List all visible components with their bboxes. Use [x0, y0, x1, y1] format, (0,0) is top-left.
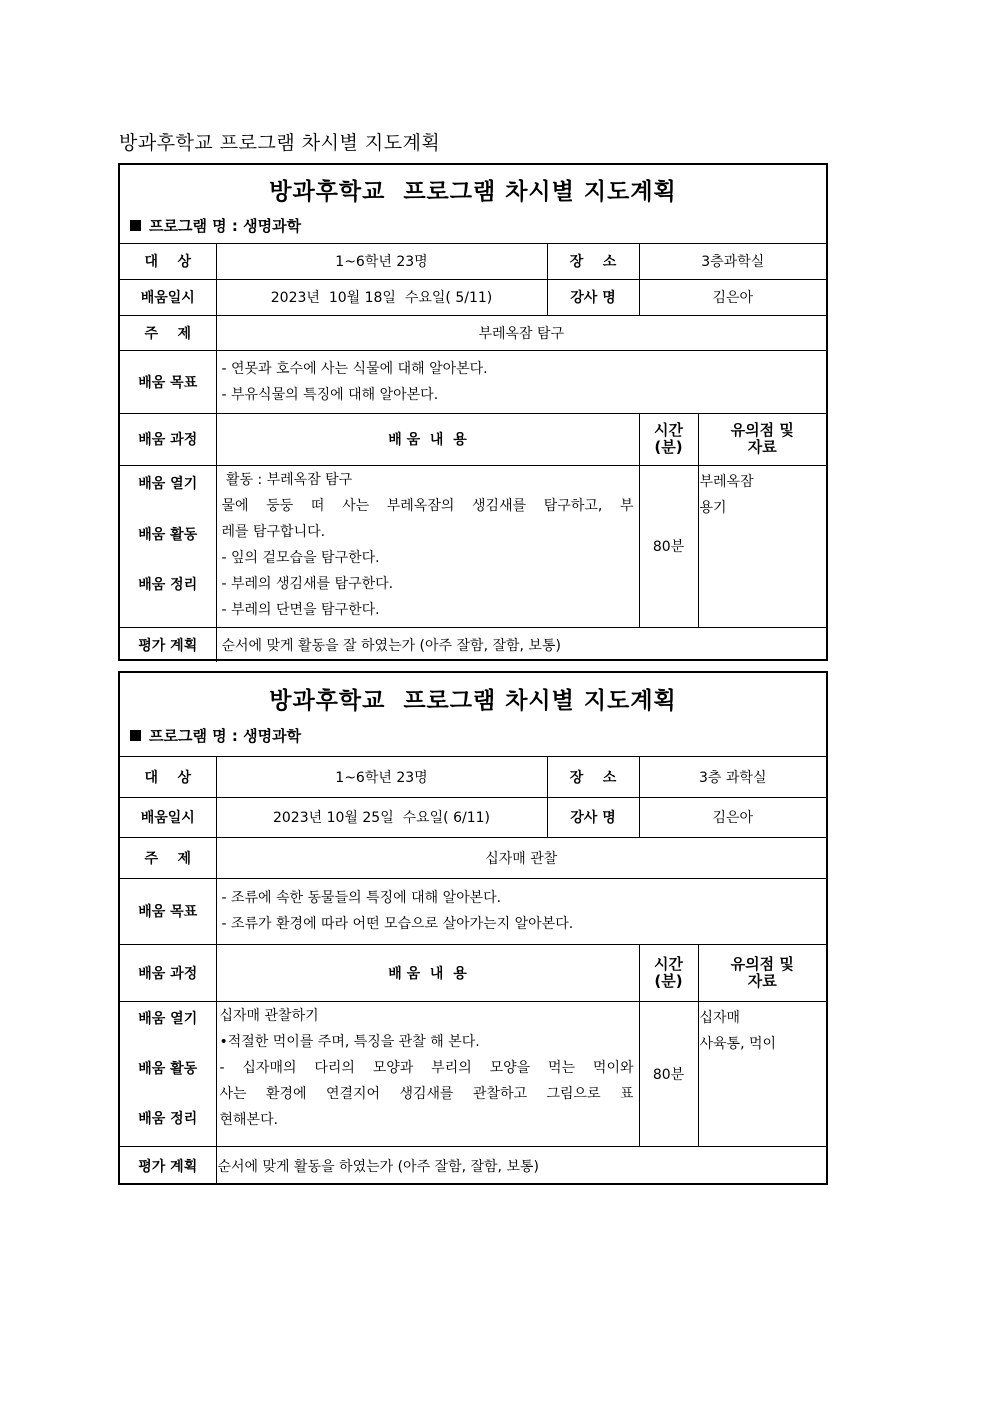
- value-evaluation: 순서에 맞게 활동을 하였는가 (아주 잘함, 잘함, 보통): [216, 1146, 826, 1185]
- label-goal: 배움 목표: [120, 878, 216, 944]
- value-content: [216, 1001, 639, 1146]
- content-line: 현해본다.: [219, 1111, 279, 1128]
- value-goals: [216, 350, 826, 413]
- label-teacher: 강사 명: [547, 279, 639, 315]
- document-title: 방과후학교 프로그램 차시별 지도계획: [119, 132, 441, 154]
- label-evaluation: 평가 계획: [120, 1146, 216, 1185]
- value-teacher: 김은아: [639, 279, 826, 315]
- content-line: •적절한 먹이를 주며, 특징을 관찰 해 본다.: [219, 1033, 480, 1050]
- row-topic: [120, 315, 826, 350]
- label-time: 시간 (분): [639, 944, 698, 1001]
- value-materials: [698, 465, 826, 627]
- stage-activity: 배움 활동: [138, 526, 198, 543]
- stage-open: 배움 열기: [138, 1010, 198, 1027]
- row-process-header: [120, 413, 826, 465]
- value-goals: [216, 878, 826, 944]
- label-process: 배움 과정: [120, 413, 216, 465]
- plan-table: [120, 244, 826, 662]
- value-place: 3층과학실: [639, 244, 826, 279]
- goal-line: - 조류에 속한 동물들의 특징에 대해 알아본다.: [221, 890, 502, 906]
- content-line: 사는 환경에 연결지어 생김새를 관찰하고 그림으로 표: [219, 1085, 634, 1102]
- row-topic: [120, 837, 826, 878]
- label-content: 배 움 내 용: [216, 944, 639, 1001]
- row-process-header: [120, 944, 826, 1001]
- label-topic: 주 제: [120, 315, 216, 350]
- value-time: 80분: [639, 1001, 698, 1146]
- row-process: [120, 465, 826, 627]
- label-place: 장 소: [547, 757, 639, 797]
- content-line: - 잎의 겉모습을 탐구한다.: [221, 549, 380, 566]
- value-content: [216, 465, 639, 627]
- label-topic: 주 제: [120, 837, 216, 878]
- label-target: 대 상: [120, 757, 216, 797]
- value-date: 2023년 10월 25일 수요일( 6/11): [216, 797, 547, 837]
- goal-line: - 조류가 환경에 따라 어떤 모습으로 살아가는지 알아본다.: [221, 916, 574, 932]
- plan-header: [120, 165, 826, 244]
- process-stages: [120, 465, 216, 627]
- stage-open: 배움 열기: [138, 475, 198, 492]
- material-line: 십자매: [699, 1009, 741, 1026]
- label-process: 배움 과정: [120, 944, 216, 1001]
- label-goal: 배움 목표: [120, 350, 216, 413]
- program-name-text: 프로그램 명 : 생명과학: [149, 217, 302, 235]
- content-line: 활동 : 부레옥잠 탐구: [221, 471, 353, 488]
- label-teacher: 강사 명: [547, 797, 639, 837]
- material-line: 부레옥잠: [699, 473, 754, 490]
- square-bullet-icon: [130, 730, 141, 741]
- label-notes: 유의점 및 자료: [698, 413, 826, 465]
- value-time: 80분: [639, 465, 698, 627]
- value-topic: 부레옥잠 탐구: [216, 315, 826, 350]
- stage-activity: 배움 활동: [138, 1060, 198, 1077]
- value-teacher: 김은아: [639, 797, 826, 837]
- value-target: 1~6학년 23명: [216, 244, 547, 279]
- label-place: 장 소: [547, 244, 639, 279]
- value-target: 1~6학년 23명: [216, 757, 547, 797]
- square-bullet-icon: [130, 220, 141, 231]
- value-topic: 십자매 관찰: [216, 837, 826, 878]
- program-name: [120, 215, 301, 236]
- content-line: 레를 탐구합니다.: [221, 523, 326, 540]
- row-evaluation: [120, 1146, 826, 1185]
- label-evaluation: 평가 계획: [120, 627, 216, 662]
- plan-header: [120, 673, 826, 757]
- label-date: 배움일시: [120, 797, 216, 837]
- value-materials: [698, 1001, 826, 1146]
- content-line: 십자매 관찰하기: [219, 1007, 319, 1024]
- plan-title: 방과후학교 프로그램 차시별 지도계획: [269, 687, 677, 714]
- lesson-plan-1: [118, 163, 828, 661]
- content-line: - 부레의 단면을 탐구한다.: [221, 601, 380, 618]
- process-stages: [120, 1001, 216, 1146]
- stage-close: 배움 정리: [138, 576, 198, 593]
- value-evaluation: 순서에 맞게 활동을 잘 하였는가 (아주 잘함, 잘함, 보통): [216, 627, 826, 662]
- content-line: 물에 둥둥 떠 사는 부레옥잠의 생김새를 탐구하고, 부: [221, 497, 634, 514]
- row-target: [120, 244, 826, 279]
- program-name: [120, 725, 301, 746]
- row-date: [120, 279, 826, 315]
- value-date: 2023년 10월 18일 수요일( 5/11): [216, 279, 547, 315]
- label-time: 시간 (분): [639, 413, 698, 465]
- content-line: - 부레의 생김새를 탐구한다.: [221, 575, 394, 592]
- goal-line: - 부유식물의 특징에 대해 알아본다.: [221, 386, 439, 403]
- lesson-plan-2: [118, 671, 828, 1185]
- program-name-text: 프로그램 명 : 생명과학: [149, 727, 302, 745]
- row-evaluation: [120, 627, 826, 662]
- row-process: [120, 1001, 826, 1146]
- label-target: 대 상: [120, 244, 216, 279]
- material-line: 용기: [699, 499, 727, 516]
- material-line: 사육통, 먹이: [699, 1035, 777, 1052]
- stage-close: 배움 정리: [138, 1110, 198, 1127]
- plan-title: 방과후학교 프로그램 차시별 지도계획: [269, 178, 677, 205]
- value-place: 3층 과학실: [639, 757, 826, 797]
- row-goals: [120, 878, 826, 944]
- plan-table: [120, 757, 826, 1185]
- label-content: 배 움 내 용: [216, 413, 639, 465]
- label-date: 배움일시: [120, 279, 216, 315]
- row-goals: [120, 350, 826, 413]
- label-notes: 유의점 및 자료: [698, 944, 826, 1001]
- row-date: [120, 797, 826, 837]
- row-target: [120, 757, 826, 797]
- goal-line: - 연못과 호수에 사는 식물에 대해 알아본다.: [221, 360, 488, 377]
- content-line: - 십자매의 다리의 모양과 부리의 모양을 먹는 먹이와: [219, 1059, 634, 1076]
